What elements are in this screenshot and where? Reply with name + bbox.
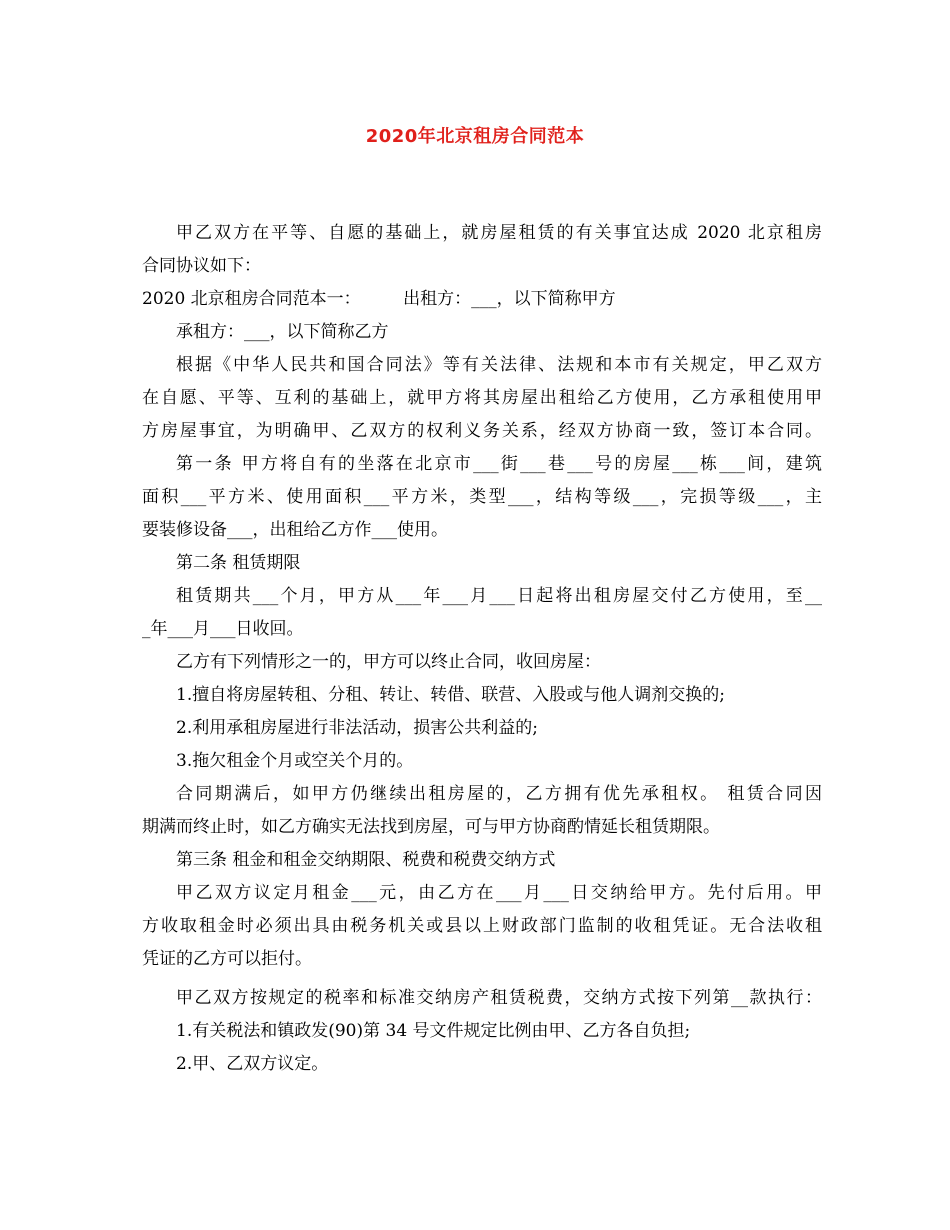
paragraph-line: 甲乙双方按规定的税率和标准交纳房产租赁税费，交纳方式按下列第__款执行： bbox=[176, 988, 822, 1008]
paragraph-line: 租赁期共___个月，甲方从___年___月___日起将出租房屋交付乙方使用，至__ bbox=[176, 586, 822, 606]
list-item: 3.拖欠租金个月或空关个月的。 bbox=[176, 751, 414, 771]
paragraph-line: 方房屋事宜，为明确甲、乙双方的权利义务关系，经双方协商一致，签订本合同。 bbox=[142, 421, 822, 441]
paragraph-line: 要装修设备___，出租给乙方作___使用。 bbox=[142, 520, 448, 540]
paragraph-line: 期满而终止时，如乙方确实无法找到房屋，可与甲方协商酌情延长租赁期限。 bbox=[142, 817, 720, 837]
paragraph-line: 面积___平方米、使用面积___平方米，类型___，结构等级___，完损等级___，主 bbox=[142, 487, 822, 507]
section-heading: 第二条 租赁期限 bbox=[176, 553, 301, 573]
paragraph-line: 在自愿、平等、互利的基础上，就甲方将其房屋出租给乙方使用，乙方承租使用甲 bbox=[142, 388, 822, 408]
list-item: 2.利用承租房屋进行非法活动，损害公共利益的; bbox=[176, 718, 538, 738]
paragraph-line: 2020 北京租房合同范本一： 出租方：___，以下简称甲方 bbox=[142, 289, 616, 309]
paragraph-line: 承租方：___，以下简称乙方 bbox=[176, 322, 389, 342]
paragraph-line: 凭证的乙方可以拒付。 bbox=[142, 949, 312, 969]
section-heading: 第三条 租金和租金交纳期限、税费和税费交纳方式 bbox=[176, 850, 556, 870]
paragraph-line: 乙方有下列情形之一的，甲方可以终止合同，收回房屋： bbox=[176, 652, 601, 672]
paragraph-line: 合同期满后，如甲方仍继续出租房屋的，乙方拥有优先承租权。 租赁合同因 bbox=[176, 784, 822, 804]
paragraph-line: 甲乙双方议定月租金___元，由乙方在___月___日交纳给甲方。先付后用。甲 bbox=[176, 883, 822, 903]
list-item: 2.甲、乙双方议定。 bbox=[176, 1054, 329, 1074]
paragraph-line: _年___月___日收回。 bbox=[142, 619, 304, 639]
paragraph-line: 第一条 甲方将自有的坐落在北京市___街___巷___号的房屋___栋___间，建筑 bbox=[176, 454, 822, 474]
paragraph-line: 合同协议如下： bbox=[142, 256, 261, 276]
list-item: 1.有关税法和镇政发(90)第 34 号文件规定比例由甲、乙方各自负担; bbox=[176, 1021, 691, 1041]
list-item: 1.擅自将房屋转租、分租、转让、转借、联营、入股或与他人调剂交换的; bbox=[176, 685, 725, 705]
paragraph-line: 根据《中华人民共和国合同法》等有关法律、法规和本市有关规定，甲乙双方 bbox=[176, 355, 822, 375]
paragraph-line: 方收取租金时必须出具由税务机关或县以上财政部门监制的收租凭证。无合法收租 bbox=[142, 916, 822, 936]
document-title: 2020年北京租房合同范本 bbox=[365, 126, 585, 147]
paragraph-line: 甲乙双方在平等、自愿的基础上，就房屋租赁的有关事宜达成 2020 北京租房 bbox=[176, 223, 822, 243]
